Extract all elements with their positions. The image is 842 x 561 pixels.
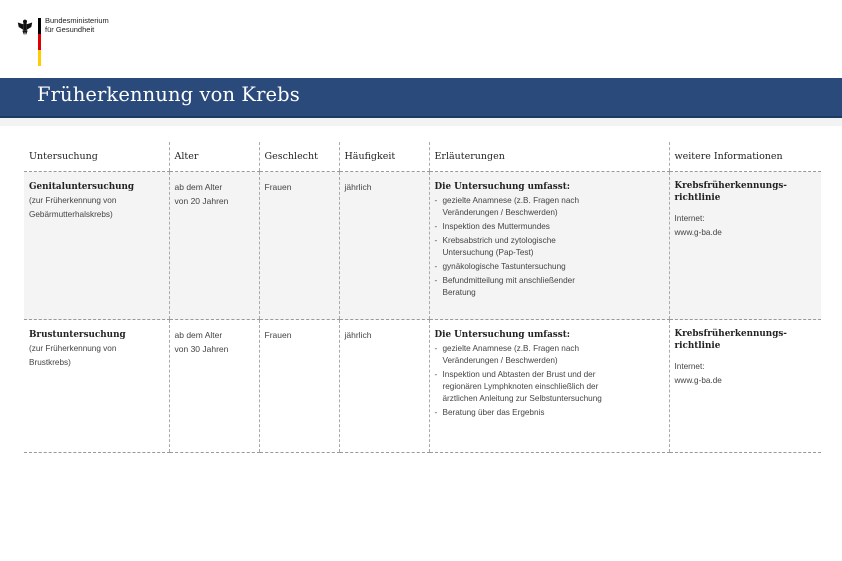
info-label: Internet: (674, 214, 705, 223)
ministry-name (45, 16, 109, 34)
explanation-cell (429, 320, 669, 453)
exam-cell (24, 320, 169, 453)
exam-cell (24, 172, 169, 320)
explanation-heading: Die Untersuchung umfasst: (434, 182, 571, 192)
exam-subtitle: (zur Früherkennung von (29, 344, 117, 353)
page-title: Früherkennung von Krebs (37, 83, 300, 106)
column-header: Geschlecht (259, 142, 339, 172)
ministry-logo (16, 16, 109, 66)
exam-title: Brustuntersuchung (29, 330, 126, 340)
info-label: Internet: (674, 362, 705, 371)
sex-cell: Frauen (259, 320, 339, 453)
age-cell (169, 320, 259, 453)
explanation-heading: Die Untersuchung umfasst: (434, 330, 571, 340)
list-item: - Inspektion des Muttermundes (435, 221, 664, 233)
info-url-link[interactable]: www.g-ba.de (674, 228, 722, 237)
column-header: weitere Informationen (669, 142, 821, 172)
explanation-list (435, 343, 664, 419)
explanation-cell (429, 172, 669, 320)
info-cell (669, 172, 821, 320)
info-title-line: Krebsfrüherkennungs- (674, 329, 787, 339)
age-text: ab dem Alter (174, 330, 223, 340)
banner-shadow-band (0, 118, 842, 126)
federal-eagle-icon (16, 18, 34, 36)
info-title-line: richtlinie (674, 193, 721, 203)
info-title-line: Krebsfrüherkennungs- (674, 181, 787, 191)
info-url-link[interactable]: www.g-ba.de (674, 376, 722, 385)
exam-subtitle: Gebärmutterhalskrebs) (29, 210, 113, 219)
table-header-row (24, 142, 821, 172)
age-cell (169, 172, 259, 320)
list-item: - Befundmitteilung mit anschließender Beratung (435, 275, 603, 299)
info-title (675, 180, 817, 204)
title-banner (0, 78, 842, 118)
list-item: - Krebsabstrich und zytologische Untersuchung (Pap-Test) (435, 235, 578, 259)
info-cell (669, 320, 821, 453)
column-header: Erläuterungen (429, 142, 669, 172)
list-item: - gezielte Anamnese (z.B. Fragen nach Veränderungen / Beschwerden) (435, 195, 593, 219)
list-item: - Beratung über das Ergebnis (435, 407, 664, 419)
exam-title: Genitaluntersuchung (29, 182, 135, 192)
list-item: - Inspektion und Abtasten der Brust und der regionären Lymphknoten einschließlich der ärztlichen Anleitung zur Selbstuntersuchung (435, 369, 608, 405)
exam-subtitle: (zur Früherkennung von (29, 196, 117, 205)
column-header: Häufigkeit (339, 142, 429, 172)
sex-cell: Frauen (259, 172, 339, 320)
list-item: - gezielte Anamnese (z.B. Fragen nach Veränderungen / Beschwerden) (435, 343, 593, 367)
exam-subtitle: Brustkrebs) (29, 358, 71, 367)
table-row (24, 320, 821, 453)
info-title (675, 328, 817, 352)
frequency-cell: jährlich (339, 172, 429, 320)
column-header: Alter (169, 142, 259, 172)
age-text: ab dem Alter (174, 182, 223, 192)
frequency-cell: jährlich (339, 320, 429, 453)
german-flag-bar (38, 18, 41, 66)
explanation-list (435, 195, 664, 299)
info-title-line: richtlinie (674, 341, 721, 351)
ministry-name-line1: Bundesministerium (45, 16, 109, 25)
age-text: von 20 Jahren (174, 196, 229, 206)
screening-table (24, 142, 821, 453)
column-header: Untersuchung (24, 142, 169, 172)
list-item: - gynäkologische Tastuntersuchung (435, 261, 664, 273)
table-row (24, 172, 821, 320)
ministry-name-line2: für Gesundheit (45, 25, 95, 34)
age-text: von 30 Jahren (174, 344, 229, 354)
